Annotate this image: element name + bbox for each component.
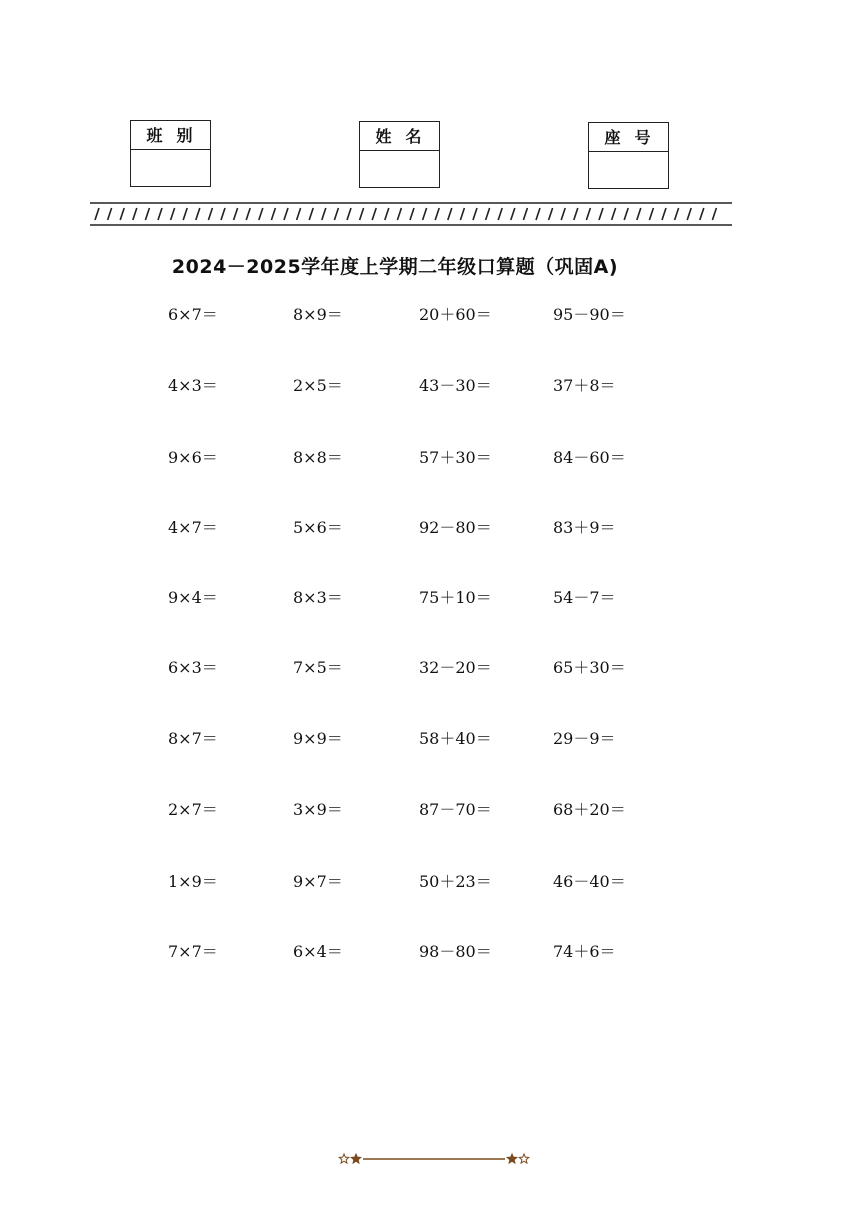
problem-item: 74＋6＝	[553, 942, 616, 961]
name-field[interactable]	[359, 121, 440, 188]
class-value-area[interactable]	[131, 150, 210, 186]
star-divider-icon	[334, 1148, 534, 1168]
problem-item: 87－70＝	[419, 800, 492, 819]
problem-item: 7×5＝	[293, 658, 343, 677]
name-value-area[interactable]	[360, 151, 439, 187]
problem-item: 8×9＝	[293, 305, 343, 324]
problem-item: 2×5＝	[293, 376, 343, 395]
problem-item: 2×7＝	[168, 800, 218, 819]
problem-item: 54－7＝	[553, 588, 616, 607]
problem-item: 46－40＝	[553, 872, 626, 891]
class-field[interactable]	[130, 120, 211, 187]
problem-item: 83＋9＝	[553, 518, 616, 537]
problem-item: 58＋40＝	[419, 729, 492, 748]
seat-value-area[interactable]	[589, 152, 668, 188]
problem-item: 9×9＝	[293, 729, 343, 748]
problem-item: 84－60＝	[553, 448, 626, 467]
problem-item: 95－90＝	[553, 305, 626, 324]
problem-item: 4×7＝	[168, 518, 218, 537]
class-label: 班别	[131, 121, 210, 150]
problem-item: 3×9＝	[293, 800, 343, 819]
problem-item: 9×6＝	[168, 448, 218, 467]
problem-item: 32－20＝	[419, 658, 492, 677]
problem-item: 6×4＝	[293, 942, 343, 961]
problem-item: 57＋30＝	[419, 448, 492, 467]
problem-item: 8×7＝	[168, 729, 218, 748]
problem-item: 4×3＝	[168, 376, 218, 395]
problem-item: 7×7＝	[168, 942, 218, 961]
problem-item: 9×4＝	[168, 588, 218, 607]
problem-item: 9×7＝	[293, 872, 343, 891]
problem-item: 92－80＝	[419, 518, 492, 537]
problem-item: 6×3＝	[168, 658, 218, 677]
problem-item: 29－9＝	[553, 729, 616, 748]
seat-label: 座号	[589, 123, 668, 152]
problem-item: 8×3＝	[293, 588, 343, 607]
page-title: 2024－2025学年度上学期二年级口算题（巩固A)	[171, 256, 619, 278]
problem-item: 68＋20＝	[553, 800, 626, 819]
problem-item: 50＋23＝	[419, 872, 492, 891]
problem-item: 75＋10＝	[419, 588, 492, 607]
problem-item: 8×8＝	[293, 448, 343, 467]
problem-item: 43－30＝	[419, 376, 492, 395]
name-label: 姓名	[360, 122, 439, 151]
footer-ornament	[0, 1148, 867, 1168]
problem-item: 5×6＝	[293, 518, 343, 537]
problem-item: 37＋8＝	[553, 376, 616, 395]
seat-field[interactable]	[588, 122, 669, 189]
cut-line-divider	[90, 200, 732, 228]
problem-item: 65＋30＝	[553, 658, 626, 677]
problem-item: 20＋60＝	[419, 305, 492, 324]
problem-item: 1×9＝	[168, 872, 218, 891]
problem-item: 98－80＝	[419, 942, 492, 961]
problem-item: 6×7＝	[168, 305, 218, 324]
